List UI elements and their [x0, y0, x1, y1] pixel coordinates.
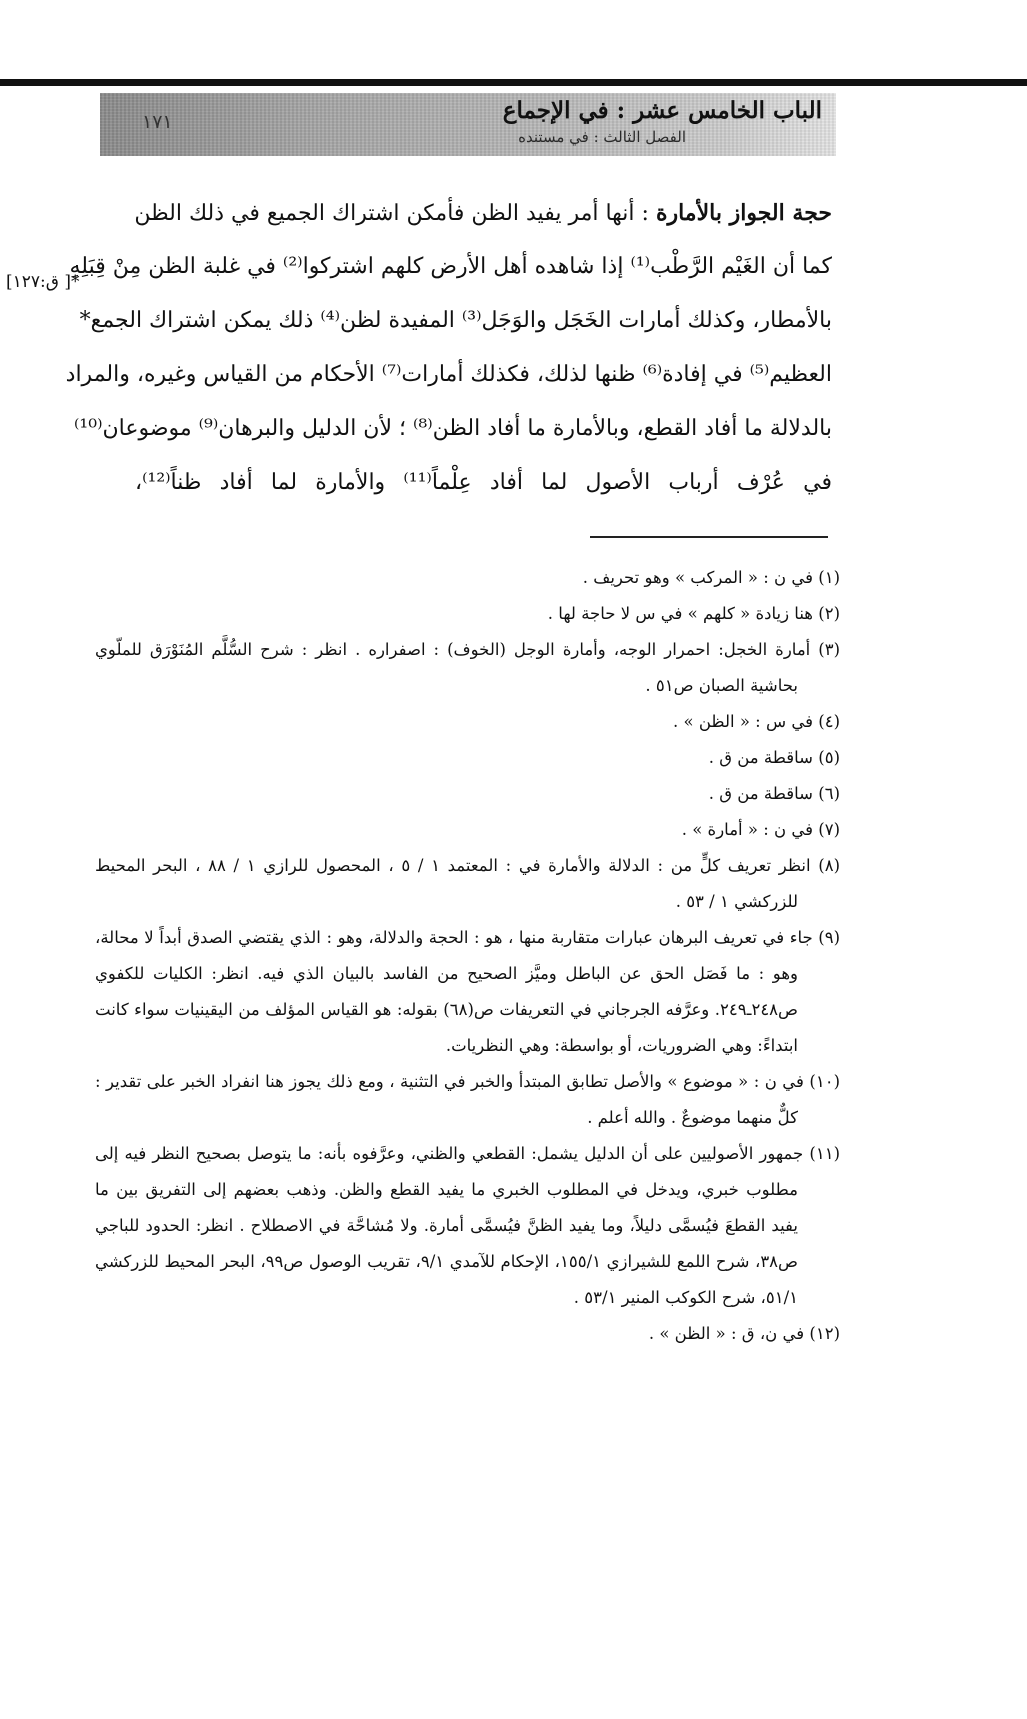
- line-text: بالأمطار، وكذلك أمارات الخَجَل والوَجَل⁽³⁾ المفيدة لظن⁽⁴⁾ ذلك يمكن اشتراك الجمع*: [79, 308, 832, 333]
- footnote: (٥) ساقطة من ق .: [708, 748, 840, 767]
- text-line: [65, 348, 832, 402]
- text-line: [135, 456, 832, 510]
- main-text: [65, 186, 832, 510]
- lead-phrase: حجة الجواز بالأمارة: [655, 200, 832, 226]
- section-title: الفصل الثالث : في مستنده: [518, 128, 686, 146]
- footnote: (١٠) في ن : « موضوع » والأصل تطابق المبتدأ والخبر في التثنية ، ومع ذلك يجوز هنا انفراد الخبر على تقدير : كلٌّ منهما موضوعٌ . والله أعلم .: [95, 1072, 840, 1127]
- footnote: (١١) جمهور الأصوليين على أن الدليل يشمل: القطعي والظني، وعرَّفوه بأنه: ما يتوصل بصحيح النظر فيه إلى مطلوب خبري، ويدخل في المطلوب الخبري ما يفيد القطع والظن. وذهب بعضهم إلى التفريق بين ما يفيد القطعَ فيُسمَّى دليلاً، وما يفيد الظنَّ فيُسمَّى أمارة. ولا مُشاحَّة في الاصطلاح . انظر: الحدود للباجي ص٣٨، شرح اللمع للشيرازي ١٥٥/١، الإحكام للآمدي ٩/١، تقريب الوصول ص٩٩، البحر المحيط للزركشي ٥١/١، شرح الكوكب المنير ٥٣/١ .: [95, 1144, 840, 1307]
- footnote: (٩) جاء في تعريف البرهان عبارات متقاربة منها ، هو : الحجة والدلالة، وهو : الذي يقتضي الصدق أبداً لا محالة، وهو : ما فَصَل الحق عن الباطل وميَّز الصحيح من الفاسد بالبيان الذي فيه. انظر: الكليات للكفوي ص٢٤٨ـ٢٤٩. وعرَّفه الجرجاني في التعريفات ص(٦٨) بقوله: هو القياس المؤلف من اليقينيات سواء كانت ابتداءً: وهي الضروريات، أو بواسطة: وهي النظريات.: [95, 928, 840, 1055]
- footnote-separator: [590, 536, 828, 538]
- line-text: في عُرْف أرباب الأصول لما أفاد عِلْماً⁽¹¹⁾ والأمارة لما أفاد ظناً⁽¹²⁾،: [135, 470, 832, 495]
- line-text: : أنها أمر يفيد الظن فأمكن اشتراك الجميع في ذلك الظن: [134, 201, 656, 226]
- text-line: [79, 294, 832, 348]
- chapter-title: الباب الخامس عشر : في الإجماع: [502, 97, 822, 124]
- text-line: [135, 186, 832, 240]
- footnote: (٦) ساقطة من ق .: [708, 784, 840, 803]
- text-line: [69, 240, 832, 294]
- footnotes: [95, 560, 840, 1352]
- line-text: بالدلالة ما أفاد القطع، وبالأمارة ما أفاد الظن⁽⁸⁾ ؛ لأن الدليل والبرهان⁽⁹⁾ موضوعان⁽¹⁰⁾: [74, 416, 832, 441]
- footnote: (٢) هنا زيادة « كلهم » في س لا حاجة لها .: [547, 604, 840, 623]
- footnote: (٧) في ن : « أمارة » .: [681, 820, 840, 839]
- page-number: ١٧١: [142, 111, 173, 133]
- top-rule: [0, 79, 1027, 86]
- line-text: كما أن الغَيْم الرَّطْب⁽¹⁾ إذا شاهده أهل الأرض كلهم اشتركوا⁽²⁾ في غلبة الظن مِنْ قِبَلِهِ: [69, 254, 832, 279]
- manuscript-folio-ref: *[ ق:١٢٧]: [6, 272, 80, 292]
- running-header: [100, 93, 836, 156]
- footnote: (١٢) في ن، ق : « الظن » .: [648, 1324, 840, 1343]
- footnote: (٤) في س : « الظن » .: [673, 712, 840, 731]
- footnote: (٨) انظر تعريف كلٍّ من : الدلالة والأمارة في : المعتمد ١ / ٥ ، المحصول للرازي ١ / ٨٨ ، البحر المحيط للزركشي ١ / ٥٣ .: [95, 856, 840, 911]
- line-text: العظيم⁽⁵⁾ في إفادة⁽⁶⁾ ظنها لذلك، فكذلك أمارات⁽⁷⁾ الأحكام من القياس وغيره، والمراد: [65, 362, 832, 387]
- footnote: (٣) أمارة الخجل: احمرار الوجه، وأمارة الوجل (الخوف) : اصفراره . انظر : شرح السُّلَّم المُنَوْرَق للملّوي بحاشية الصبان ص٥١ .: [95, 640, 840, 695]
- text-line: [74, 402, 832, 456]
- footnote: (١) في ن : « المركب » وهو تحريف .: [582, 568, 840, 587]
